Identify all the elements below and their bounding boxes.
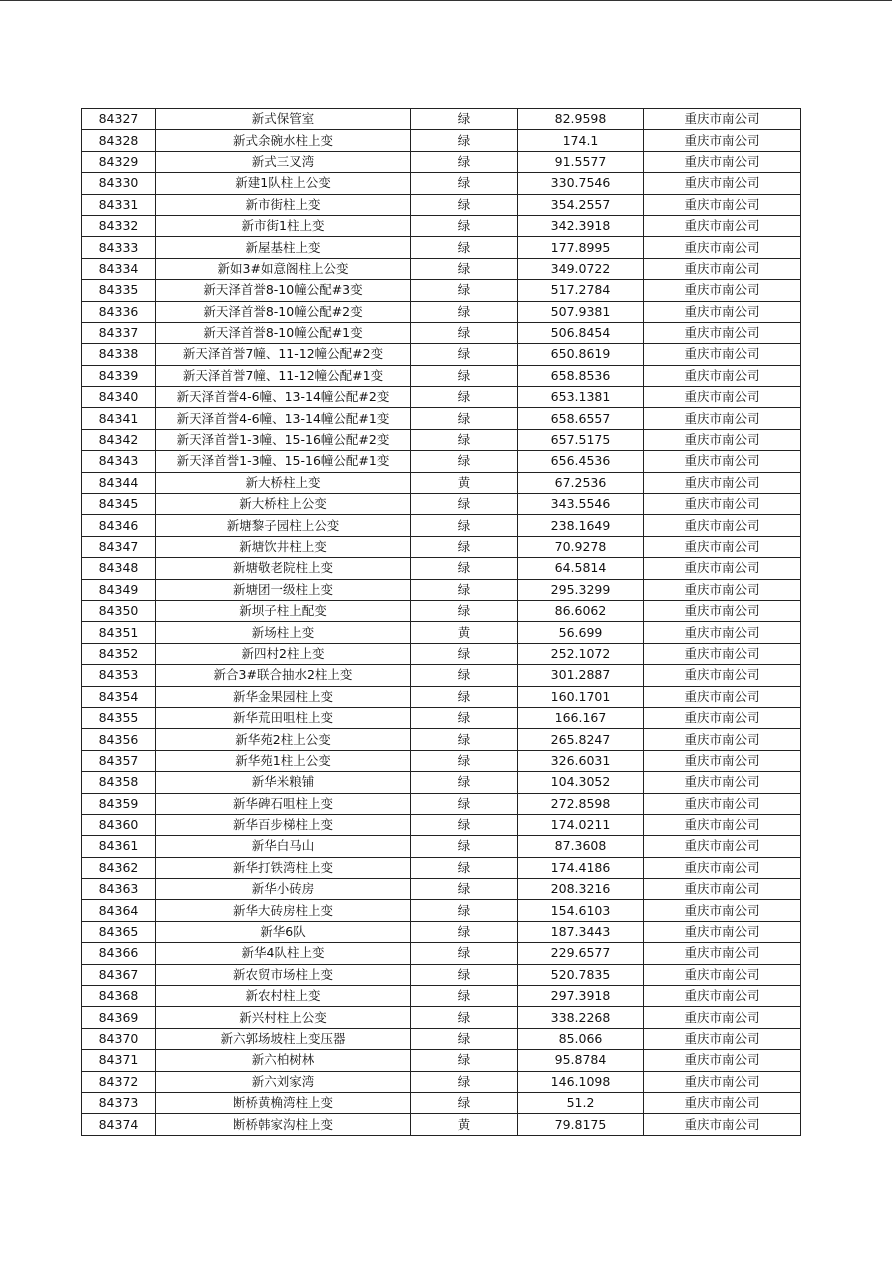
cell-name: 新天泽首誉4-6幢、13-14幢公配#1变 xyxy=(156,408,411,429)
cell-color-level: 绿 xyxy=(411,344,518,365)
cell-company: 重庆市南公司 xyxy=(644,943,801,964)
cell-name: 新华小砖房 xyxy=(156,879,411,900)
cell-company: 重庆市南公司 xyxy=(644,451,801,472)
cell-name: 新华4队柱上变 xyxy=(156,943,411,964)
cell-company: 重庆市南公司 xyxy=(644,665,801,686)
cell-id: 84366 xyxy=(82,943,156,964)
cell-name: 新华碑石咀柱上变 xyxy=(156,793,411,814)
cell-id: 84341 xyxy=(82,408,156,429)
cell-value: 653.1381 xyxy=(518,387,644,408)
cell-name: 新天泽首誉8-10幢公配#3变 xyxy=(156,280,411,301)
cell-company: 重庆市南公司 xyxy=(644,280,801,301)
cell-id: 84372 xyxy=(82,1071,156,1092)
cell-company: 重庆市南公司 xyxy=(644,814,801,835)
cell-company: 重庆市南公司 xyxy=(644,750,801,771)
cell-company: 重庆市南公司 xyxy=(644,472,801,493)
cell-company: 重庆市南公司 xyxy=(644,986,801,1007)
cell-name: 新华打铁湾柱上变 xyxy=(156,857,411,878)
cell-company: 重庆市南公司 xyxy=(644,900,801,921)
cell-color-level: 黄 xyxy=(411,622,518,643)
cell-color-level: 绿 xyxy=(411,536,518,557)
cell-color-level: 绿 xyxy=(411,686,518,707)
cell-id: 84330 xyxy=(82,173,156,194)
cell-value: 517.2784 xyxy=(518,280,644,301)
cell-company: 重庆市南公司 xyxy=(644,772,801,793)
cell-id: 84363 xyxy=(82,879,156,900)
cell-value: 650.8619 xyxy=(518,344,644,365)
cell-color-level: 绿 xyxy=(411,365,518,386)
table-row xyxy=(82,964,801,985)
cell-company: 重庆市南公司 xyxy=(644,515,801,536)
cell-color-level: 绿 xyxy=(411,707,518,728)
cell-company: 重庆市南公司 xyxy=(644,707,801,728)
cell-value: 91.5577 xyxy=(518,151,644,172)
table-row xyxy=(82,750,801,771)
cell-value: 104.3052 xyxy=(518,772,644,793)
cell-id: 84342 xyxy=(82,429,156,450)
cell-company: 重庆市南公司 xyxy=(644,643,801,664)
cell-name: 新塘敬老院柱上变 xyxy=(156,558,411,579)
cell-color-level: 绿 xyxy=(411,194,518,215)
cell-color-level: 绿 xyxy=(411,258,518,279)
cell-id: 84349 xyxy=(82,579,156,600)
cell-company: 重庆市南公司 xyxy=(644,237,801,258)
table-row xyxy=(82,451,801,472)
cell-id: 84350 xyxy=(82,600,156,621)
cell-name: 新华苑1柱上公变 xyxy=(156,750,411,771)
cell-id: 84328 xyxy=(82,130,156,151)
cell-color-level: 绿 xyxy=(411,643,518,664)
table-row xyxy=(82,494,801,515)
cell-name: 断桥韩家沟柱上变 xyxy=(156,1114,411,1135)
cell-value: 297.3918 xyxy=(518,986,644,1007)
cell-id: 84369 xyxy=(82,1007,156,1028)
cell-color-level: 绿 xyxy=(411,494,518,515)
table-row xyxy=(82,344,801,365)
cell-value: 657.5175 xyxy=(518,429,644,450)
cell-id: 84365 xyxy=(82,921,156,942)
cell-name: 新式保管室 xyxy=(156,109,411,130)
table-row xyxy=(82,986,801,1007)
cell-id: 84333 xyxy=(82,237,156,258)
cell-id: 84358 xyxy=(82,772,156,793)
table-row xyxy=(82,215,801,236)
table-row xyxy=(82,322,801,343)
cell-company: 重庆市南公司 xyxy=(644,365,801,386)
table-row xyxy=(82,921,801,942)
cell-value: 342.3918 xyxy=(518,215,644,236)
cell-id: 84359 xyxy=(82,793,156,814)
cell-color-level: 绿 xyxy=(411,515,518,536)
table-row xyxy=(82,943,801,964)
table-row xyxy=(82,857,801,878)
cell-id: 84340 xyxy=(82,387,156,408)
cell-value: 507.9381 xyxy=(518,301,644,322)
cell-value: 338.2268 xyxy=(518,1007,644,1028)
cell-value: 506.8454 xyxy=(518,322,644,343)
cell-color-level: 绿 xyxy=(411,109,518,130)
cell-company: 重庆市南公司 xyxy=(644,686,801,707)
table-row xyxy=(82,472,801,493)
cell-color-level: 绿 xyxy=(411,814,518,835)
cell-name: 新六刘家湾 xyxy=(156,1071,411,1092)
cell-color-level: 绿 xyxy=(411,879,518,900)
cell-id: 84336 xyxy=(82,301,156,322)
cell-value: 238.1649 xyxy=(518,515,644,536)
cell-color-level: 绿 xyxy=(411,1050,518,1071)
cell-color-level: 绿 xyxy=(411,900,518,921)
cell-company: 重庆市南公司 xyxy=(644,215,801,236)
cell-id: 84343 xyxy=(82,451,156,472)
table-row xyxy=(82,173,801,194)
cell-company: 重庆市南公司 xyxy=(644,536,801,557)
cell-color-level: 绿 xyxy=(411,600,518,621)
cell-id: 84371 xyxy=(82,1050,156,1071)
cell-name: 新华6队 xyxy=(156,921,411,942)
cell-name: 新天泽首誉4-6幢、13-14幢公配#2变 xyxy=(156,387,411,408)
cell-color-level: 绿 xyxy=(411,1007,518,1028)
table-row xyxy=(82,194,801,215)
cell-color-level: 绿 xyxy=(411,729,518,750)
cell-name: 新四村2柱上变 xyxy=(156,643,411,664)
cell-company: 重庆市南公司 xyxy=(644,1028,801,1049)
cell-name: 新六柏树林 xyxy=(156,1050,411,1071)
cell-name: 新天泽首誉8-10幢公配#2变 xyxy=(156,301,411,322)
cell-company: 重庆市南公司 xyxy=(644,301,801,322)
cell-color-level: 绿 xyxy=(411,280,518,301)
table-body xyxy=(82,109,801,1136)
cell-name: 新市街柱上变 xyxy=(156,194,411,215)
cell-name: 新如3#如意阁柱上公变 xyxy=(156,258,411,279)
cell-value: 272.8598 xyxy=(518,793,644,814)
table-row xyxy=(82,387,801,408)
table-row xyxy=(82,686,801,707)
table-row xyxy=(82,558,801,579)
table-row xyxy=(82,237,801,258)
cell-value: 354.2557 xyxy=(518,194,644,215)
cell-id: 84353 xyxy=(82,665,156,686)
cell-color-level: 绿 xyxy=(411,579,518,600)
cell-company: 重庆市南公司 xyxy=(644,429,801,450)
cell-name: 新屋基柱上变 xyxy=(156,237,411,258)
cell-id: 84373 xyxy=(82,1092,156,1113)
page-top-border xyxy=(0,0,892,1)
cell-color-level: 绿 xyxy=(411,151,518,172)
table-row xyxy=(82,1092,801,1113)
cell-color-level: 黄 xyxy=(411,472,518,493)
cell-id: 84367 xyxy=(82,964,156,985)
table-row xyxy=(82,600,801,621)
table-row xyxy=(82,1071,801,1092)
cell-company: 重庆市南公司 xyxy=(644,1050,801,1071)
cell-company: 重庆市南公司 xyxy=(644,964,801,985)
cell-color-level: 绿 xyxy=(411,322,518,343)
cell-name: 新华大砖房柱上变 xyxy=(156,900,411,921)
cell-value: 301.2887 xyxy=(518,665,644,686)
cell-id: 84344 xyxy=(82,472,156,493)
cell-name: 新华荒田咀柱上变 xyxy=(156,707,411,728)
cell-color-level: 绿 xyxy=(411,1028,518,1049)
cell-company: 重庆市南公司 xyxy=(644,793,801,814)
table-row xyxy=(82,772,801,793)
cell-id: 84339 xyxy=(82,365,156,386)
cell-color-level: 绿 xyxy=(411,215,518,236)
cell-id: 84329 xyxy=(82,151,156,172)
data-table xyxy=(81,108,801,1136)
cell-id: 84360 xyxy=(82,814,156,835)
cell-id: 84356 xyxy=(82,729,156,750)
cell-color-level: 绿 xyxy=(411,408,518,429)
table-row xyxy=(82,900,801,921)
cell-value: 208.3216 xyxy=(518,879,644,900)
cell-id: 84370 xyxy=(82,1028,156,1049)
cell-name: 新华苑2柱上公变 xyxy=(156,729,411,750)
cell-value: 656.4536 xyxy=(518,451,644,472)
cell-company: 重庆市南公司 xyxy=(644,1007,801,1028)
cell-name: 新建1队柱上公变 xyxy=(156,173,411,194)
cell-value: 51.2 xyxy=(518,1092,644,1113)
cell-name: 新式余碗水柱上变 xyxy=(156,130,411,151)
cell-id: 84347 xyxy=(82,536,156,557)
table-row xyxy=(82,1114,801,1135)
cell-name: 新大桥柱上公变 xyxy=(156,494,411,515)
cell-id: 84361 xyxy=(82,836,156,857)
cell-company: 重庆市南公司 xyxy=(644,130,801,151)
cell-name: 新六郭场坡柱上变压器 xyxy=(156,1028,411,1049)
cell-company: 重庆市南公司 xyxy=(644,1114,801,1135)
cell-company: 重庆市南公司 xyxy=(644,258,801,279)
cell-color-level: 绿 xyxy=(411,1071,518,1092)
cell-company: 重庆市南公司 xyxy=(644,1071,801,1092)
cell-value: 330.7546 xyxy=(518,173,644,194)
cell-color-level: 绿 xyxy=(411,130,518,151)
cell-name: 新农村柱上变 xyxy=(156,986,411,1007)
cell-id: 84364 xyxy=(82,900,156,921)
cell-color-level: 绿 xyxy=(411,429,518,450)
cell-company: 重庆市南公司 xyxy=(644,622,801,643)
cell-color-level: 绿 xyxy=(411,237,518,258)
table-row xyxy=(82,643,801,664)
cell-color-level: 绿 xyxy=(411,986,518,1007)
cell-value: 252.1072 xyxy=(518,643,644,664)
cell-value: 70.9278 xyxy=(518,536,644,557)
cell-value: 326.6031 xyxy=(518,750,644,771)
cell-color-level: 绿 xyxy=(411,857,518,878)
cell-name: 新华米粮铺 xyxy=(156,772,411,793)
cell-id: 84327 xyxy=(82,109,156,130)
cell-name: 新塘团一级柱上变 xyxy=(156,579,411,600)
table-row xyxy=(82,622,801,643)
cell-id: 84354 xyxy=(82,686,156,707)
cell-company: 重庆市南公司 xyxy=(644,322,801,343)
cell-color-level: 绿 xyxy=(411,921,518,942)
table-row xyxy=(82,1050,801,1071)
cell-color-level: 绿 xyxy=(411,301,518,322)
cell-name: 新农贸市场柱上变 xyxy=(156,964,411,985)
cell-id: 84338 xyxy=(82,344,156,365)
cell-name: 新塘饮井柱上变 xyxy=(156,536,411,557)
cell-color-level: 绿 xyxy=(411,665,518,686)
cell-id: 84335 xyxy=(82,280,156,301)
cell-value: 85.066 xyxy=(518,1028,644,1049)
table-row xyxy=(82,879,801,900)
cell-id: 84346 xyxy=(82,515,156,536)
cell-color-level: 绿 xyxy=(411,964,518,985)
cell-name: 新大桥柱上变 xyxy=(156,472,411,493)
cell-id: 84334 xyxy=(82,258,156,279)
cell-company: 重庆市南公司 xyxy=(644,921,801,942)
table-row xyxy=(82,151,801,172)
cell-id: 84337 xyxy=(82,322,156,343)
table-row xyxy=(82,408,801,429)
cell-value: 174.1 xyxy=(518,130,644,151)
cell-value: 154.6103 xyxy=(518,900,644,921)
cell-name: 新天泽首誉1-3幢、15-16幢公配#1变 xyxy=(156,451,411,472)
cell-value: 265.8247 xyxy=(518,729,644,750)
cell-name: 新场柱上变 xyxy=(156,622,411,643)
cell-value: 295.3299 xyxy=(518,579,644,600)
cell-color-level: 绿 xyxy=(411,793,518,814)
cell-color-level: 绿 xyxy=(411,772,518,793)
cell-name: 断桥黄桷湾柱上变 xyxy=(156,1092,411,1113)
cell-id: 84374 xyxy=(82,1114,156,1135)
cell-value: 187.3443 xyxy=(518,921,644,942)
cell-id: 84357 xyxy=(82,750,156,771)
table-row xyxy=(82,258,801,279)
cell-id: 84362 xyxy=(82,857,156,878)
cell-color-level: 绿 xyxy=(411,387,518,408)
cell-company: 重庆市南公司 xyxy=(644,857,801,878)
cell-id: 84368 xyxy=(82,986,156,1007)
cell-value: 229.6577 xyxy=(518,943,644,964)
cell-name: 新兴村柱上公变 xyxy=(156,1007,411,1028)
cell-company: 重庆市南公司 xyxy=(644,729,801,750)
cell-value: 56.699 xyxy=(518,622,644,643)
cell-value: 64.5814 xyxy=(518,558,644,579)
cell-company: 重庆市南公司 xyxy=(644,836,801,857)
cell-company: 重庆市南公司 xyxy=(644,387,801,408)
table-row xyxy=(82,1007,801,1028)
cell-name: 新华百步梯柱上变 xyxy=(156,814,411,835)
table-row xyxy=(82,365,801,386)
cell-color-level: 绿 xyxy=(411,943,518,964)
cell-name: 新天泽首誉7幢、11-12幢公配#1变 xyxy=(156,365,411,386)
cell-name: 新坝子柱上配变 xyxy=(156,600,411,621)
cell-id: 84352 xyxy=(82,643,156,664)
table-row xyxy=(82,665,801,686)
cell-company: 重庆市南公司 xyxy=(644,579,801,600)
cell-company: 重庆市南公司 xyxy=(644,408,801,429)
cell-name: 新塘黎子园柱上公变 xyxy=(156,515,411,536)
cell-company: 重庆市南公司 xyxy=(644,879,801,900)
cell-color-level: 绿 xyxy=(411,1092,518,1113)
table-row xyxy=(82,814,801,835)
cell-company: 重庆市南公司 xyxy=(644,173,801,194)
table-row xyxy=(82,301,801,322)
cell-value: 520.7835 xyxy=(518,964,644,985)
cell-id: 84331 xyxy=(82,194,156,215)
table-row xyxy=(82,536,801,557)
cell-value: 658.6557 xyxy=(518,408,644,429)
cell-name: 新华白马山 xyxy=(156,836,411,857)
cell-value: 343.5546 xyxy=(518,494,644,515)
cell-company: 重庆市南公司 xyxy=(644,344,801,365)
cell-id: 84355 xyxy=(82,707,156,728)
cell-name: 新天泽首誉1-3幢、15-16幢公配#2变 xyxy=(156,429,411,450)
cell-value: 95.8784 xyxy=(518,1050,644,1071)
cell-company: 重庆市南公司 xyxy=(644,194,801,215)
cell-company: 重庆市南公司 xyxy=(644,494,801,515)
cell-value: 658.8536 xyxy=(518,365,644,386)
cell-value: 349.0722 xyxy=(518,258,644,279)
table-row xyxy=(82,1028,801,1049)
cell-name: 新式三叉湾 xyxy=(156,151,411,172)
cell-value: 82.9598 xyxy=(518,109,644,130)
table-row xyxy=(82,729,801,750)
table-row xyxy=(82,109,801,130)
cell-color-level: 绿 xyxy=(411,451,518,472)
cell-color-level: 黄 xyxy=(411,1114,518,1135)
cell-value: 87.3608 xyxy=(518,836,644,857)
cell-name: 新合3#联合抽水2柱上变 xyxy=(156,665,411,686)
cell-company: 重庆市南公司 xyxy=(644,558,801,579)
cell-company: 重庆市南公司 xyxy=(644,1092,801,1113)
cell-value: 174.4186 xyxy=(518,857,644,878)
table-row xyxy=(82,707,801,728)
table-row xyxy=(82,429,801,450)
table-row xyxy=(82,280,801,301)
cell-name: 新市街1柱上变 xyxy=(156,215,411,236)
cell-id: 84345 xyxy=(82,494,156,515)
cell-color-level: 绿 xyxy=(411,173,518,194)
cell-value: 160.1701 xyxy=(518,686,644,707)
cell-id: 84348 xyxy=(82,558,156,579)
table-row xyxy=(82,836,801,857)
cell-value: 166.167 xyxy=(518,707,644,728)
table-row xyxy=(82,130,801,151)
cell-id: 84351 xyxy=(82,622,156,643)
cell-value: 67.2536 xyxy=(518,472,644,493)
cell-value: 174.0211 xyxy=(518,814,644,835)
table-row xyxy=(82,793,801,814)
cell-color-level: 绿 xyxy=(411,558,518,579)
table-row xyxy=(82,579,801,600)
cell-value: 79.8175 xyxy=(518,1114,644,1135)
cell-value: 177.8995 xyxy=(518,237,644,258)
cell-name: 新天泽首誉8-10幢公配#1变 xyxy=(156,322,411,343)
cell-value: 146.1098 xyxy=(518,1071,644,1092)
cell-company: 重庆市南公司 xyxy=(644,109,801,130)
cell-name: 新华金果园柱上变 xyxy=(156,686,411,707)
cell-company: 重庆市南公司 xyxy=(644,600,801,621)
cell-name: 新天泽首誉7幢、11-12幢公配#2变 xyxy=(156,344,411,365)
cell-color-level: 绿 xyxy=(411,836,518,857)
cell-color-level: 绿 xyxy=(411,750,518,771)
cell-id: 84332 xyxy=(82,215,156,236)
cell-value: 86.6062 xyxy=(518,600,644,621)
table-row xyxy=(82,515,801,536)
cell-company: 重庆市南公司 xyxy=(644,151,801,172)
